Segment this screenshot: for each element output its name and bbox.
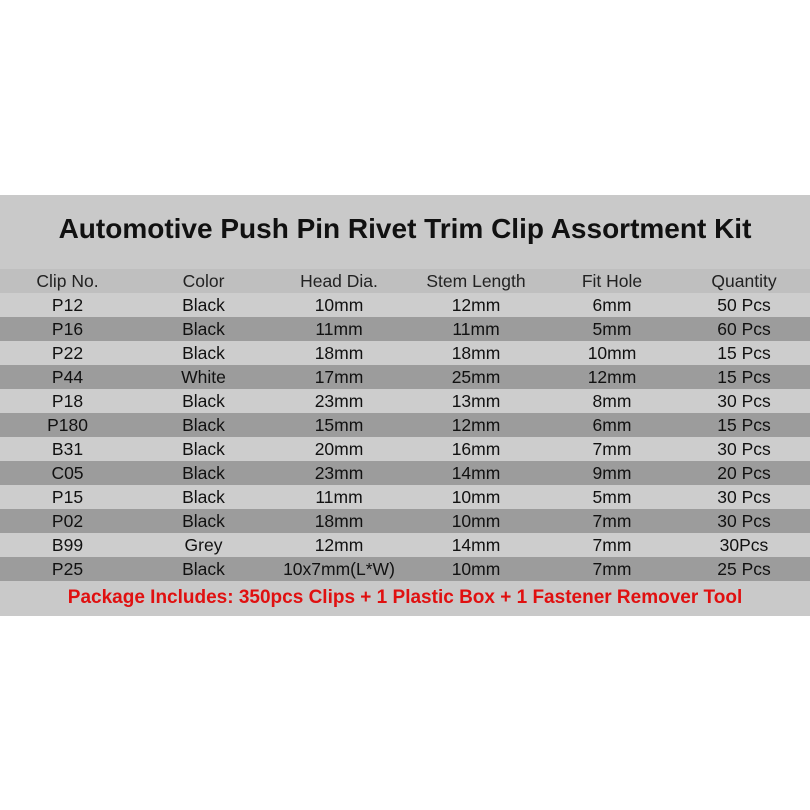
cell-head-dia: 18mm <box>314 511 364 531</box>
table-row <box>0 389 810 413</box>
header-quantity: Quantity <box>711 271 777 291</box>
cell-head-dia: 17mm <box>314 367 364 387</box>
table-row <box>0 293 810 317</box>
cell-quantity: 60 Pcs <box>717 319 771 339</box>
cell-color: Black <box>182 295 225 315</box>
cell-quantity: 15 Pcs <box>717 343 771 363</box>
cell-head-dia: 12mm <box>314 535 364 555</box>
table-title: Automotive Push Pin Rivet Trim Clip Assortment Kit <box>58 213 752 244</box>
cell-head-dia: 11mm <box>315 487 363 507</box>
cell-stem-length: 12mm <box>451 415 501 435</box>
cell-color: White <box>181 367 226 387</box>
header-color: Color <box>182 271 225 291</box>
cell-fit-hole: 7mm <box>592 535 632 555</box>
header-fit-hole: Fit Hole <box>581 271 643 291</box>
table-row <box>0 317 810 341</box>
cell-color: Black <box>182 439 225 459</box>
cell-clip-no: P15 <box>51 487 84 507</box>
cell-quantity: 30 Pcs <box>717 439 771 459</box>
cell-stem-length: 11mm <box>452 319 500 339</box>
cell-fit-hole: 7mm <box>592 511 632 531</box>
cell-quantity: 15 Pcs <box>717 415 771 435</box>
cell-stem-length: 10mm <box>451 511 501 531</box>
cell-quantity: 30 Pcs <box>717 511 771 531</box>
cell-quantity: 30 Pcs <box>717 487 771 507</box>
cell-color: Black <box>182 487 225 507</box>
package-includes-note: Package Includes: 350pcs Clips + 1 Plastic Box + 1 Fastener Remover Tool <box>67 587 743 608</box>
cell-stem-length: 13mm <box>451 391 501 411</box>
cell-stem-length: 10mm <box>451 487 501 507</box>
cell-color: Black <box>182 343 225 363</box>
cell-quantity: 15 Pcs <box>717 367 771 387</box>
cell-clip-no: P180 <box>47 415 88 435</box>
cell-stem-length: 14mm <box>451 463 501 483</box>
cell-clip-no: P44 <box>51 367 84 387</box>
cell-stem-length: 18mm <box>451 343 501 363</box>
cell-fit-hole: 5mm <box>592 487 632 507</box>
cell-color: Black <box>182 391 225 411</box>
table-row <box>0 365 810 389</box>
header-head-dia: Head Dia. <box>300 271 378 291</box>
header-stem-length: Stem Length <box>426 271 526 291</box>
spec-panel <box>0 195 810 616</box>
cell-color: Black <box>182 559 225 579</box>
cell-fit-hole: 12mm <box>587 367 637 387</box>
cell-clip-no: P18 <box>51 391 84 411</box>
cell-color: Black <box>182 415 225 435</box>
cell-stem-length: 12mm <box>451 295 501 315</box>
cell-fit-hole: 9mm <box>592 463 632 483</box>
cell-quantity: 30 Pcs <box>717 391 771 411</box>
cell-color: Black <box>182 319 225 339</box>
cell-fit-hole: 7mm <box>592 559 632 579</box>
cell-stem-length: 10mm <box>451 559 501 579</box>
cell-quantity: 30Pcs <box>719 535 769 555</box>
cell-head-dia: 23mm <box>314 391 364 411</box>
table-row <box>0 533 810 557</box>
table-row <box>0 485 810 509</box>
cell-stem-length: 14mm <box>451 535 501 555</box>
cell-head-dia: 18mm <box>314 343 364 363</box>
cell-clip-no: P25 <box>51 559 84 579</box>
cell-color: Grey <box>184 535 223 555</box>
cell-quantity: 50 Pcs <box>717 295 771 315</box>
cell-clip-no: P02 <box>51 511 84 531</box>
cell-clip-no: P16 <box>51 319 84 339</box>
cell-clip-no: C05 <box>51 463 84 483</box>
cell-quantity: 25 Pcs <box>717 559 771 579</box>
cell-color: Black <box>182 463 225 483</box>
cell-fit-hole: 10mm <box>587 343 637 363</box>
table-row <box>0 413 810 437</box>
cell-clip-no: B31 <box>51 439 84 459</box>
cell-clip-no: P22 <box>51 343 84 363</box>
table-row <box>0 509 810 533</box>
cell-clip-no: P12 <box>51 295 84 315</box>
cell-head-dia: 10mm <box>314 295 364 315</box>
cell-stem-length: 25mm <box>451 367 501 387</box>
cell-fit-hole: 8mm <box>592 391 632 411</box>
table-row <box>0 437 810 461</box>
cell-clip-no: B99 <box>51 535 84 555</box>
spec-table <box>0 269 810 581</box>
cell-stem-length: 16mm <box>451 439 501 459</box>
cell-fit-hole: 6mm <box>592 295 632 315</box>
cell-fit-hole: 6mm <box>592 415 632 435</box>
cell-head-dia: 10x7mm(L*W) <box>283 559 395 579</box>
cell-head-dia: 11mm <box>315 319 363 339</box>
table-row <box>0 461 810 485</box>
header-clip-no: Clip No. <box>36 271 99 291</box>
table-row <box>0 557 810 581</box>
table-header-row <box>0 269 810 293</box>
cell-head-dia: 15mm <box>314 415 364 435</box>
cell-quantity: 20 Pcs <box>717 463 771 483</box>
cell-fit-hole: 7mm <box>592 439 632 459</box>
table-row <box>0 341 810 365</box>
cell-head-dia: 20mm <box>314 439 364 459</box>
cell-color: Black <box>182 511 225 531</box>
cell-fit-hole: 5mm <box>592 319 632 339</box>
cell-head-dia: 23mm <box>314 463 364 483</box>
